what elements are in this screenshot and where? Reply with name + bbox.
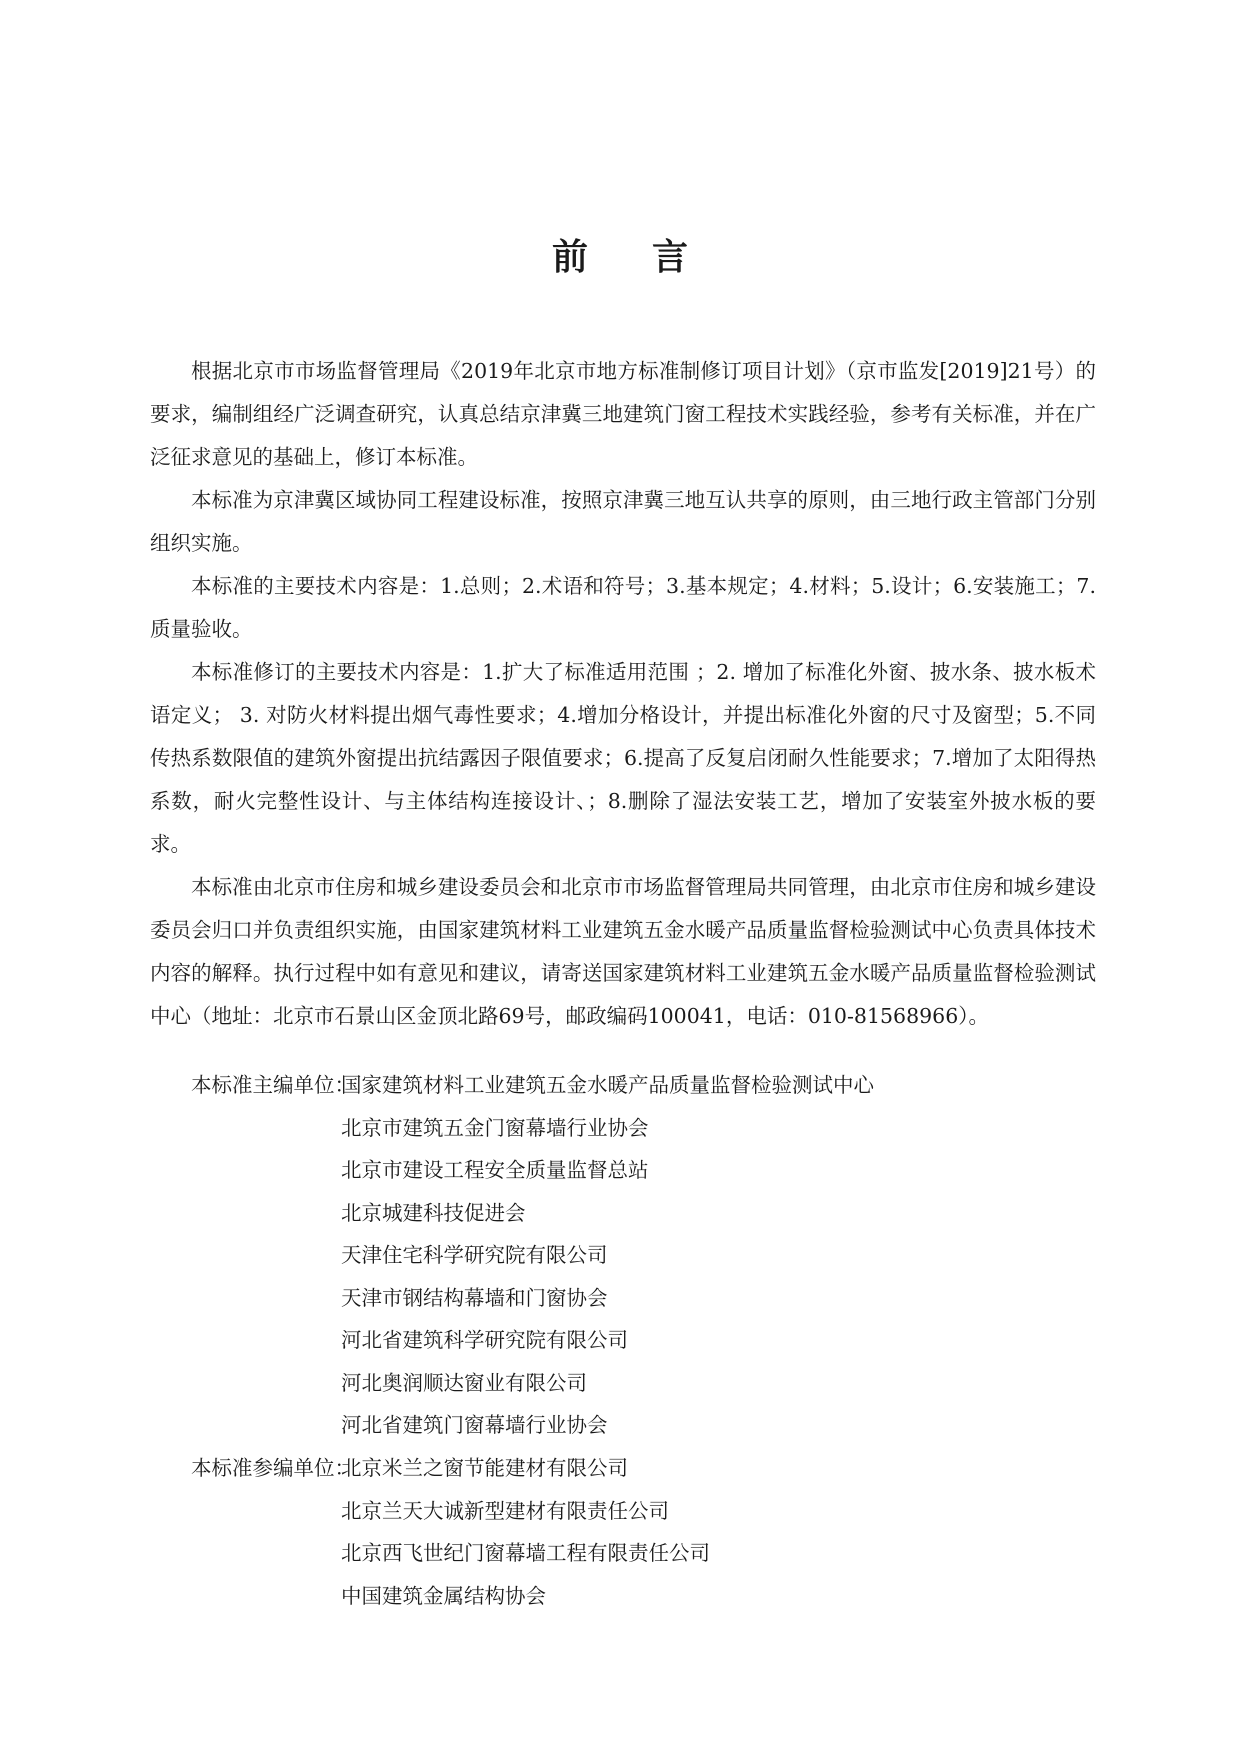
chief-unit-item: 北京城建科技促进会 <box>341 1200 526 1225</box>
participating-units-label: 本标准参编单位： <box>191 1456 355 1480</box>
participating-units-section <box>150 1447 1096 1617</box>
chief-unit-item: 国家建筑材料工业建筑五金水暖产品质量监督检验测试中心 <box>341 1073 874 1097</box>
paragraph-3: 本标准的主要技术内容是：1.总则；2.术语和符号；3.基本规定；4.材料；5.设计；6.安装施工；7.质量验收。 <box>150 574 1096 641</box>
chief-units-list <box>337 1064 874 1447</box>
participating-units-list <box>337 1447 710 1617</box>
chief-unit-item: 北京市建设工程安全质量监督总站 <box>341 1158 649 1182</box>
chief-units-section <box>150 1064 1096 1447</box>
chief-unit-item: 北京市建筑五金门窗幕墙行业协会 <box>341 1115 649 1140</box>
participating-unit-item: 北京兰天大诚新型建材有限责任公司 <box>341 1498 669 1523</box>
participating-unit-item: 北京西飞世纪门窗幕墙工程有限责任公司 <box>341 1541 710 1565</box>
paragraph-1: 根据北京市市场监督管理局《2019年北京市地方标准制修订项目计划》（京市监发[2019]21号）的要求，编制组经广泛调查研究，认真总结京津冀三地建筑门窗工程技术实践经验，参考有关标准，并在广泛征求意见的基础上，修订本标准。 <box>150 359 1096 469</box>
participating-unit-item: 中国建筑金属结构协会 <box>341 1583 546 1608</box>
paragraph-2: 本标准为京津冀区域协同工程建设标准，按照京津冀三地互认共享的原则，由三地行政主管部门分别组织实施。 <box>150 488 1096 555</box>
chief-unit-item: 天津市钢结构幕墙和门窗协会 <box>341 1285 608 1310</box>
paragraph-4: 本标准修订的主要技术内容是：1.扩大了标准适用范围 ；2. 增加了标准化外窗、披水条、披水板术语定义； 3. 对防火材料提出烟气毒性要求；4.增加分格设计，并提出标准化外窗的尺寸及窗型；5.不同传热系数限值的建筑外窗提出抗结露因子限值要求；6.提高了反复启闭耐久性能要求；7.增加了太阳得热系数，耐火完整性设计、与主体结构连接设计、；8.删除了湿法安装工艺，增加了安装室外披水板的要求。 <box>150 660 1096 856</box>
chief-unit-item: 天津住宅科学研究院有限公司 <box>341 1243 608 1267</box>
chief-unit-item: 河北省建筑门窗幕墙行业协会 <box>341 1413 608 1437</box>
preface-body <box>150 350 1096 1038</box>
paragraph-5: 本标准由北京市住房和城乡建设委员会和北京市市场监督管理局共同管理，由北京市住房和城乡建设委员会归口并负责组织实施，由国家建筑材料工业建筑五金水暖产品质量监督检验测试中心负责具体技术内容的解释。执行过程中如有意见和建议，请寄送国家建筑材料工业建筑五金水暖产品质量监督检验测试中心（地址：北京市石景山区金顶北路69号，邮政编码100041，电话：010-81568966）。 <box>150 875 1096 1028</box>
chief-unit-item: 河北奥润顺达窗业有限公司 <box>341 1370 587 1395</box>
page-title: 前言 <box>551 237 752 278</box>
participating-unit-item: 北京米兰之窗节能建材有限公司 <box>341 1456 628 1480</box>
chief-units-label: 本标准主编单位： <box>191 1073 355 1097</box>
chief-unit-item: 河北省建筑科学研究院有限公司 <box>341 1328 628 1352</box>
